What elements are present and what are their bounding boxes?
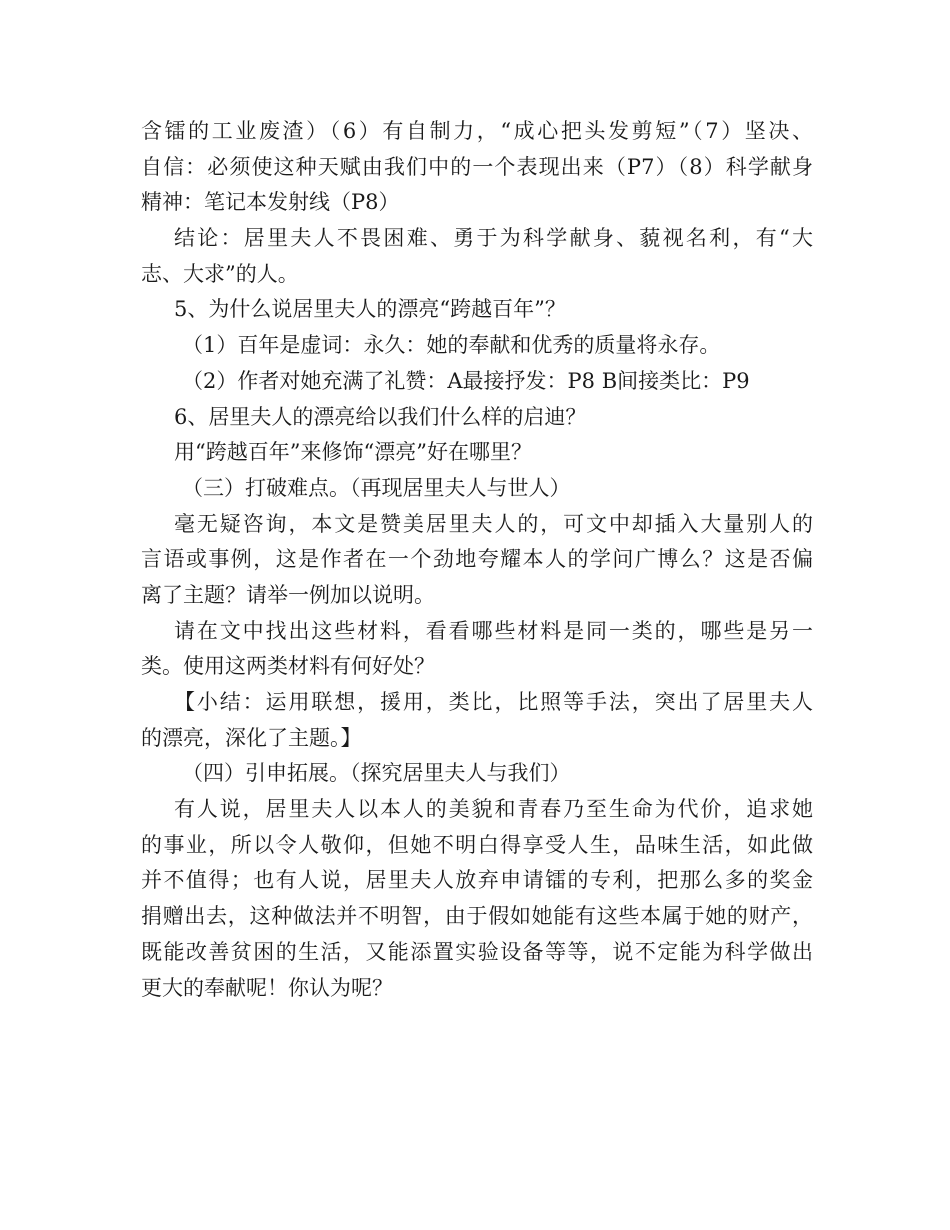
text-line: 请在文中找出这些材料，看看哪些材料是同一类的，哪些是另一 — [174, 618, 813, 643]
text-line: 并不值得；也有人说，居里夫人放弃申请镭的专利，把那么多的奖金 — [141, 868, 813, 893]
text-line: 有人说，居里夫人以本人的美貌和青春乃至生命为代价，追求她 — [174, 797, 813, 822]
text-line: 的漂亮，深化了主题。】 — [141, 725, 362, 750]
text-line: 用“跨越百年”来修饰“漂亮”好在哪里？ — [174, 440, 532, 465]
text-line: 捐赠出去，这种做法并不明智，由于假如她能有这些本属于她的财产， — [141, 904, 813, 929]
text-line: 精神：笔记本发射线（P8） — [141, 190, 400, 215]
text-line: 含镭的工业废渣）（6）有自制力，“成心把头发剪短”（7）坚决、 — [141, 119, 813, 143]
text-line: 自信：必须使这种天赋由我们中的一个表现出来（P7）（8）科学献身 — [141, 154, 813, 179]
document-body — [141, 114, 813, 1006]
text-line: （四）引申拓展。（探究居里夫人与我们） — [182, 761, 571, 786]
text-line: 【小结：运用联想，援用，类比，比照等手法，突出了居里夫人 — [174, 690, 813, 714]
text-line: 结论：居里夫人不畏困难、勇于为科学献身、藐视名利，有“大 — [174, 226, 813, 251]
text-line: 类。使用这两类材料有何好处？ — [141, 654, 435, 679]
text-line: （2）作者对她充满了礼赞：A最接抒发：P8 B间接类比：P9 — [182, 368, 750, 393]
text-line: 更大的奉献呢！你认为呢？ — [141, 975, 393, 1000]
text-line: 的事业，所以令人敬仰，但她不明白得享受人生，品味生活，如此做 — [141, 832, 813, 857]
text-line: 6、居里夫人的漂亮给以我们什么样的启迪？ — [174, 404, 587, 429]
text-line: 离了主题？请举一例加以说明。 — [141, 582, 435, 607]
text-line: 既能改善贫困的生活，又能添置实验设备等等，说不定能为科学做出 — [141, 939, 813, 964]
text-line: 毫无疑咨询，本文是赞美居里夫人的，可文中却插入大量别人的 — [174, 511, 813, 536]
text-line: （三）打破难点。（再现居里夫人与世人） — [182, 475, 571, 500]
text-line: 志、大求”的人。 — [141, 261, 299, 286]
text-line: 言语或事例，这是作者在一个劲地夸耀本人的学问广博么？这是否偏 — [141, 547, 813, 572]
text-line: （1）百年是虚词：永久：她的奉献和优秀的质量将永存。 — [182, 333, 721, 358]
text-line: 5、为什么说居里夫人的漂亮“跨越百年”？ — [174, 297, 566, 322]
